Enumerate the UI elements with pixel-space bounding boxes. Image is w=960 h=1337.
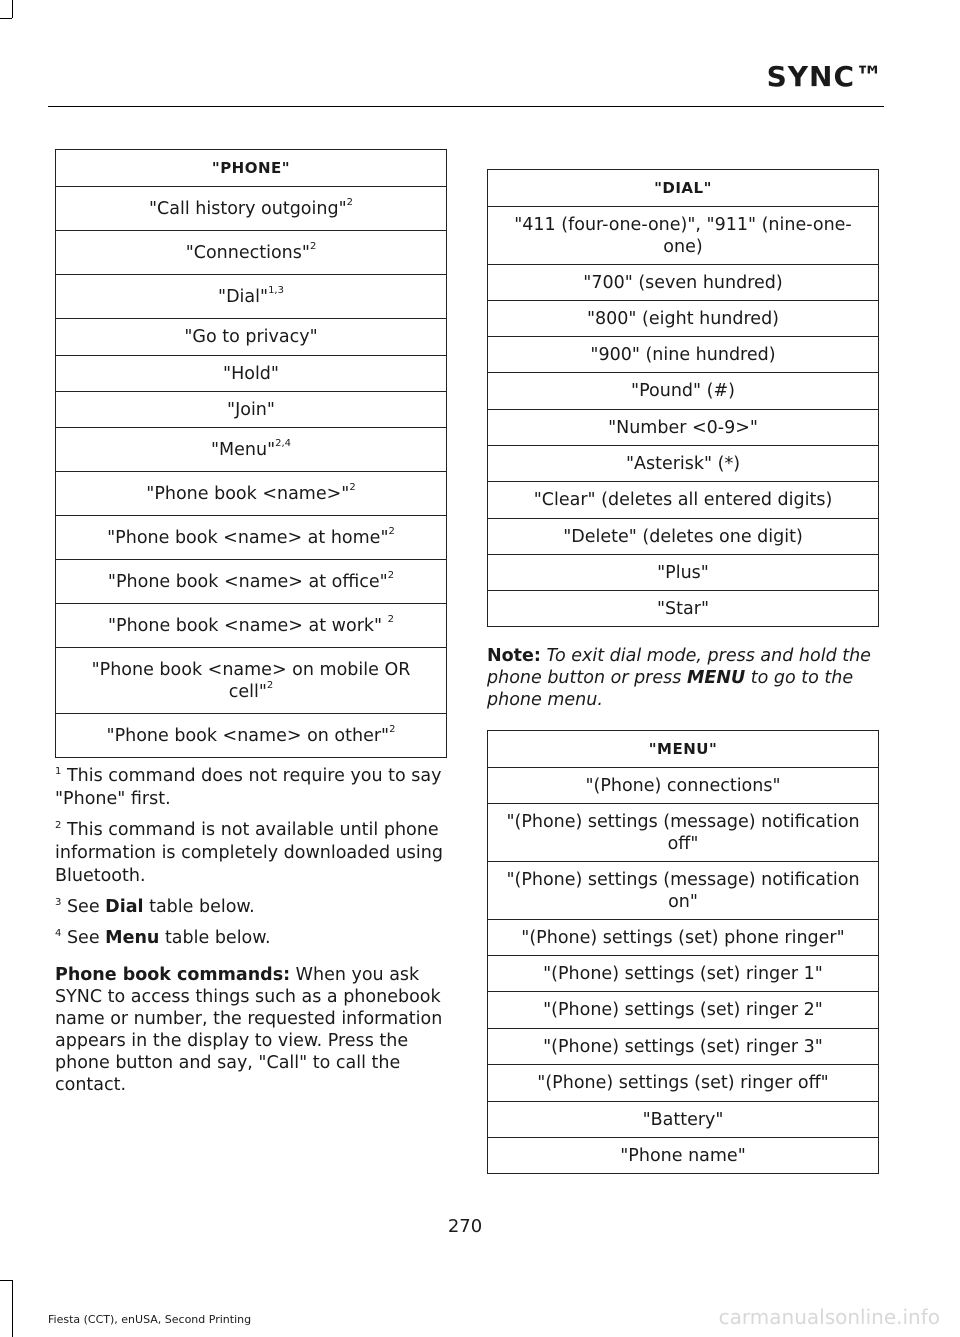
- table-cell: "(Phone) connections": [488, 768, 879, 804]
- header-divider: [48, 106, 884, 107]
- watermark: carmanualsonline.info: [718, 1305, 940, 1329]
- table-cell: "Plus": [488, 555, 879, 591]
- crop-mark: [0, 1280, 12, 1281]
- table-cell: "Join": [56, 392, 447, 428]
- table-heading: "MENU": [488, 731, 879, 768]
- table-cell: "700" (seven hundred): [488, 265, 879, 301]
- table-cell: "(Phone) settings (set) ringer 2": [488, 992, 879, 1029]
- section-title: SYNC™: [766, 60, 884, 93]
- table-cell: "Phone book <name>"$^2$: [56, 472, 447, 516]
- menu-commands-table: [487, 730, 879, 1174]
- table-cell: "Phone book <name> at work" $^2$: [56, 604, 447, 648]
- footnote: $^2$ This command is not available until phone information is completely downloaded using Bluetooth.: [55, 820, 443, 886]
- table-cell: "Pound" (#): [488, 373, 879, 410]
- dial-mode-note: Note: To exit dial mode, press and hold the phone button or press MENU to go to the phone menu.: [487, 646, 871, 710]
- table-cell: "Go to privacy": [56, 319, 447, 356]
- table-cell: "Delete" (deletes one digit): [488, 519, 879, 555]
- table-cell: "Phone book <name> on other"$^2$: [56, 714, 447, 758]
- table-cell: "900" (nine hundred): [488, 337, 879, 373]
- table-cell: "Star": [488, 591, 879, 627]
- table-cell: "(Phone) settings (message) notification off": [488, 804, 879, 862]
- print-footer: Fiesta (CCT), enUSA, Second Printing: [48, 1313, 252, 1326]
- table-cell: "Number <0-9>": [488, 410, 879, 446]
- table-cell: "Phone book <name> at office"$^2$: [56, 560, 447, 604]
- dial-commands-table: [487, 169, 879, 627]
- footnote: $^4$ See Menu table below.: [55, 928, 271, 948]
- table-cell: "Hold": [56, 356, 447, 392]
- table-cell: "Menu"$^{2,4}$: [56, 428, 447, 472]
- table-cell: "(Phone) settings (set) ringer 1": [488, 956, 879, 992]
- crop-mark: [0, 18, 12, 19]
- table-cell: "Call history outgoing"$^2$: [56, 187, 447, 231]
- crop-mark: [12, 0, 13, 18]
- table-cell: "Phone book <name> at home"$^2$: [56, 516, 447, 560]
- table-heading: "DIAL": [488, 170, 879, 207]
- table-cell: "(Phone) settings (set) ringer off": [488, 1065, 879, 1102]
- table-cell: "Battery": [488, 1102, 879, 1138]
- table-cell: "(Phone) settings (message) notification on": [488, 862, 879, 920]
- table-cell: "Phone name": [488, 1138, 879, 1174]
- table-cell: "800" (eight hundred): [488, 301, 879, 337]
- table-cell: "Clear" (deletes all entered digits): [488, 482, 879, 519]
- table-cell: "Phone book <name> on mobile OR cell"$^2$: [56, 648, 447, 714]
- table-cell: "Dial"$^{1,3}$: [56, 275, 447, 319]
- table-cell: "(Phone) settings (set) ringer 3": [488, 1029, 879, 1065]
- table-cell: "411 (four-one-one)", "911" (nine-one-one): [488, 207, 879, 265]
- crop-mark: [12, 1280, 13, 1337]
- footnote: $^3$ See Dial table below.: [55, 897, 255, 917]
- table-cell: "Asterisk" (*): [488, 446, 879, 482]
- table-cell: "Connections"$^2$: [56, 231, 447, 275]
- table-heading: "PHONE": [56, 150, 447, 187]
- footnotes: [55, 765, 447, 1096]
- table-cell: "(Phone) settings (set) phone ringer": [488, 920, 879, 956]
- phonebook-paragraph: Phone book commands: When you ask SYNC to access things such as a phonebook name or number, the requested information appears in the display to view. Press the phone button and say, "Call" to call the contact.: [55, 965, 443, 1095]
- footnote: $^1$ This command does not require you to say "Phone" first.: [55, 766, 442, 809]
- page-number: 270: [447, 1216, 483, 1237]
- phone-commands-table: [55, 149, 447, 758]
